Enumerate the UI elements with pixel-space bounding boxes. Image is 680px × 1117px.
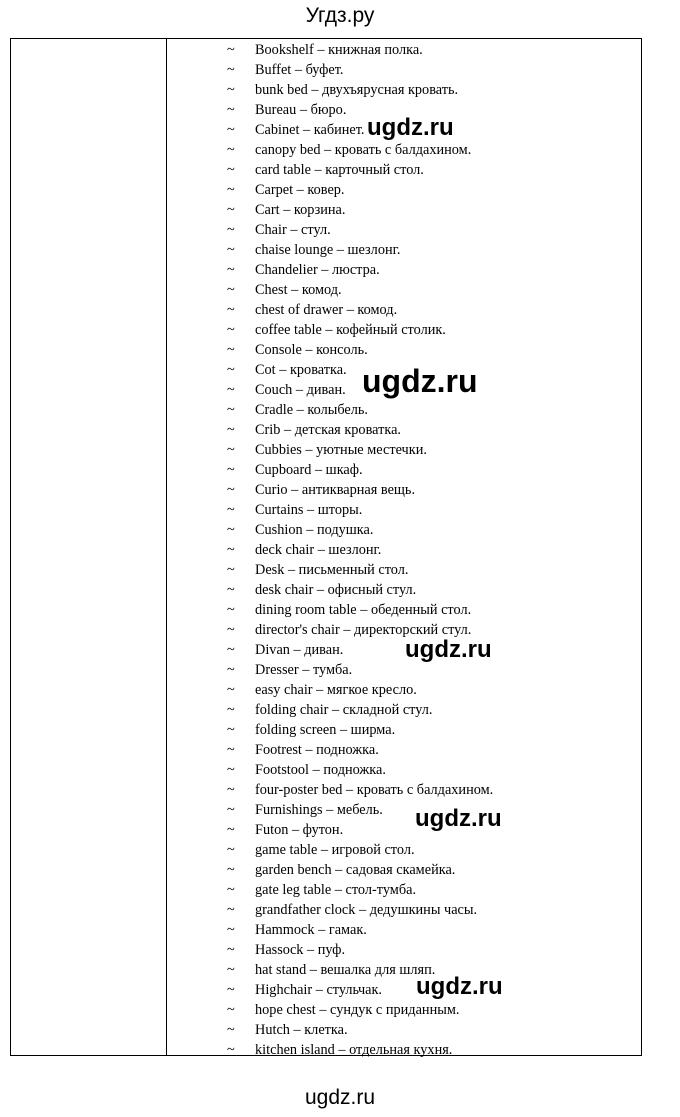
entry-text: Highchair – стульчак. <box>255 982 383 998</box>
tilde-marker: ~ <box>227 582 235 598</box>
vocabulary-table <box>10 38 642 1056</box>
entry-text: Bookshelf – книжная полка. <box>255 42 423 58</box>
tilde-marker: ~ <box>227 42 235 58</box>
tilde-marker: ~ <box>227 302 235 318</box>
site-title: Угдз.ру <box>305 4 375 27</box>
entry-text: canopy bed – кровать с балдахином. <box>255 142 472 158</box>
tilde-marker: ~ <box>227 102 235 118</box>
tilde-marker: ~ <box>227 442 235 458</box>
tilde-marker: ~ <box>227 1022 235 1038</box>
tilde-marker: ~ <box>227 882 235 898</box>
entry-text: Console – консоль. <box>255 342 368 358</box>
tilde-marker: ~ <box>227 362 235 378</box>
tilde-marker: ~ <box>227 622 235 638</box>
tilde-marker: ~ <box>227 722 235 738</box>
tilde-marker: ~ <box>227 662 235 678</box>
tilde-marker: ~ <box>227 162 235 178</box>
entry-text: dining room table – обеденный стол. <box>255 602 472 618</box>
entry-text: Cushion – подушка. <box>255 522 374 538</box>
entry-text: deck chair – шезлонг. <box>255 542 382 558</box>
tilde-marker: ~ <box>227 342 235 358</box>
entry-text: Cradle – колыбель. <box>255 402 368 418</box>
entry-text: Hutch – клетка. <box>255 1022 348 1038</box>
tilde-marker: ~ <box>227 522 235 538</box>
entry-text: Curio – антикварная вещь. <box>255 482 416 498</box>
tilde-marker: ~ <box>227 122 235 138</box>
tilde-marker: ~ <box>227 262 235 278</box>
entry-text: Carpet – ковер. <box>255 182 345 198</box>
entry-text: Dresser – тумба. <box>255 662 353 678</box>
tilde-marker: ~ <box>227 902 235 918</box>
tilde-marker: ~ <box>227 62 235 78</box>
tilde-marker: ~ <box>227 462 235 478</box>
entry-text: Chandelier – люстра. <box>255 262 380 278</box>
entry-text: bunk bed – двухъярусная кровать. <box>255 82 459 98</box>
watermark: ugdz.ru <box>416 973 503 1000</box>
entry-text: Cot – кроватка. <box>255 362 347 378</box>
tilde-marker: ~ <box>227 842 235 858</box>
entry-text: card table – карточный стол. <box>255 162 424 178</box>
entry-text: folding screen – ширма. <box>255 722 396 738</box>
entry-text: gate leg table – стол-тумба. <box>255 882 417 898</box>
entry-text: four-poster bed – кровать с балдахином. <box>255 782 494 798</box>
entry-text: grandfather clock – дедушкины часы. <box>255 902 478 918</box>
entry-text: Footstool – подножка. <box>255 762 386 778</box>
tilde-marker: ~ <box>227 242 235 258</box>
entry-text: Furnishings – мебель. <box>255 802 383 818</box>
entry-text: director's chair – директорский стул. <box>255 622 472 638</box>
entry-text: Hassock – пуф. <box>255 942 346 958</box>
entry-text: desk chair – офисный стул. <box>255 582 417 598</box>
footer-watermark: ugdz.ru <box>304 1086 376 1109</box>
tilde-marker: ~ <box>227 982 235 998</box>
tilde-marker: ~ <box>227 802 235 818</box>
tilde-marker: ~ <box>227 762 235 778</box>
watermark: ugdz.ru <box>362 363 478 399</box>
tilde-marker: ~ <box>227 222 235 238</box>
tilde-marker: ~ <box>227 922 235 938</box>
entry-text: Divan – диван. <box>255 642 344 658</box>
tilde-marker: ~ <box>227 382 235 398</box>
entry-text: Footrest – подножка. <box>255 742 379 758</box>
entry-text: folding chair – складной стул. <box>255 702 433 718</box>
entry-text: chest of drawer – комод. <box>255 302 398 318</box>
entry-text: Chest – комод. <box>255 282 342 298</box>
entry-text: Curtains – шторы. <box>255 502 363 518</box>
entry-text: coffee table – кофейный столик. <box>255 322 446 338</box>
entry-text: hat stand – вешалка для шляп. <box>255 962 436 978</box>
tilde-marker: ~ <box>227 322 235 338</box>
entry-text: Bureau – бюро. <box>255 102 347 118</box>
tilde-marker: ~ <box>227 542 235 558</box>
watermark: ugdz.ru <box>405 636 492 663</box>
column-divider <box>166 39 167 1055</box>
entry-text: Cupboard – шкаф. <box>255 462 363 478</box>
tilde-marker: ~ <box>227 602 235 618</box>
tilde-marker: ~ <box>227 1042 235 1058</box>
tilde-marker: ~ <box>227 502 235 518</box>
entry-text: Cabinet – кабинет. <box>255 122 365 138</box>
entry-text: Cubbies – уютные местечки. <box>255 442 427 458</box>
tilde-marker: ~ <box>227 682 235 698</box>
tilde-marker: ~ <box>227 282 235 298</box>
entry-text: easy chair – мягкое кресло. <box>255 682 417 698</box>
tilde-marker: ~ <box>227 782 235 798</box>
tilde-marker: ~ <box>227 562 235 578</box>
tilde-marker: ~ <box>227 942 235 958</box>
tilde-marker: ~ <box>227 962 235 978</box>
entry-text: Hammock – гамак. <box>255 922 367 938</box>
tilde-marker: ~ <box>227 482 235 498</box>
tilde-marker: ~ <box>227 202 235 218</box>
entry-text: game table – игровой стол. <box>255 842 415 858</box>
tilde-marker: ~ <box>227 862 235 878</box>
entry-text: Chair – стул. <box>255 222 331 238</box>
tilde-marker: ~ <box>227 82 235 98</box>
entry-text: Cart – корзина. <box>255 202 346 218</box>
tilde-marker: ~ <box>227 142 235 158</box>
entry-text: Crib – детская кроватка. <box>255 422 402 438</box>
tilde-marker: ~ <box>227 422 235 438</box>
entry-text: Couch – диван. <box>255 382 346 398</box>
entry-text: Desk – письменный стол. <box>255 562 409 578</box>
entry-text: kitchen island – отдельная кухня. <box>255 1042 453 1058</box>
tilde-marker: ~ <box>227 742 235 758</box>
tilde-marker: ~ <box>227 702 235 718</box>
entry-text: chaise lounge – шезлонг. <box>255 242 401 258</box>
tilde-marker: ~ <box>227 642 235 658</box>
tilde-marker: ~ <box>227 402 235 418</box>
tilde-marker: ~ <box>227 182 235 198</box>
tilde-marker: ~ <box>227 1002 235 1018</box>
entry-text: garden bench – садовая скамейка. <box>255 862 456 878</box>
entry-text: Futon – футон. <box>255 822 344 838</box>
watermark: ugdz.ru <box>367 114 454 141</box>
entry-text: hope chest – сундук с приданным. <box>255 1002 460 1018</box>
tilde-marker: ~ <box>227 822 235 838</box>
entry-text: Buffet – буфет. <box>255 62 344 78</box>
watermark: ugdz.ru <box>415 805 502 832</box>
